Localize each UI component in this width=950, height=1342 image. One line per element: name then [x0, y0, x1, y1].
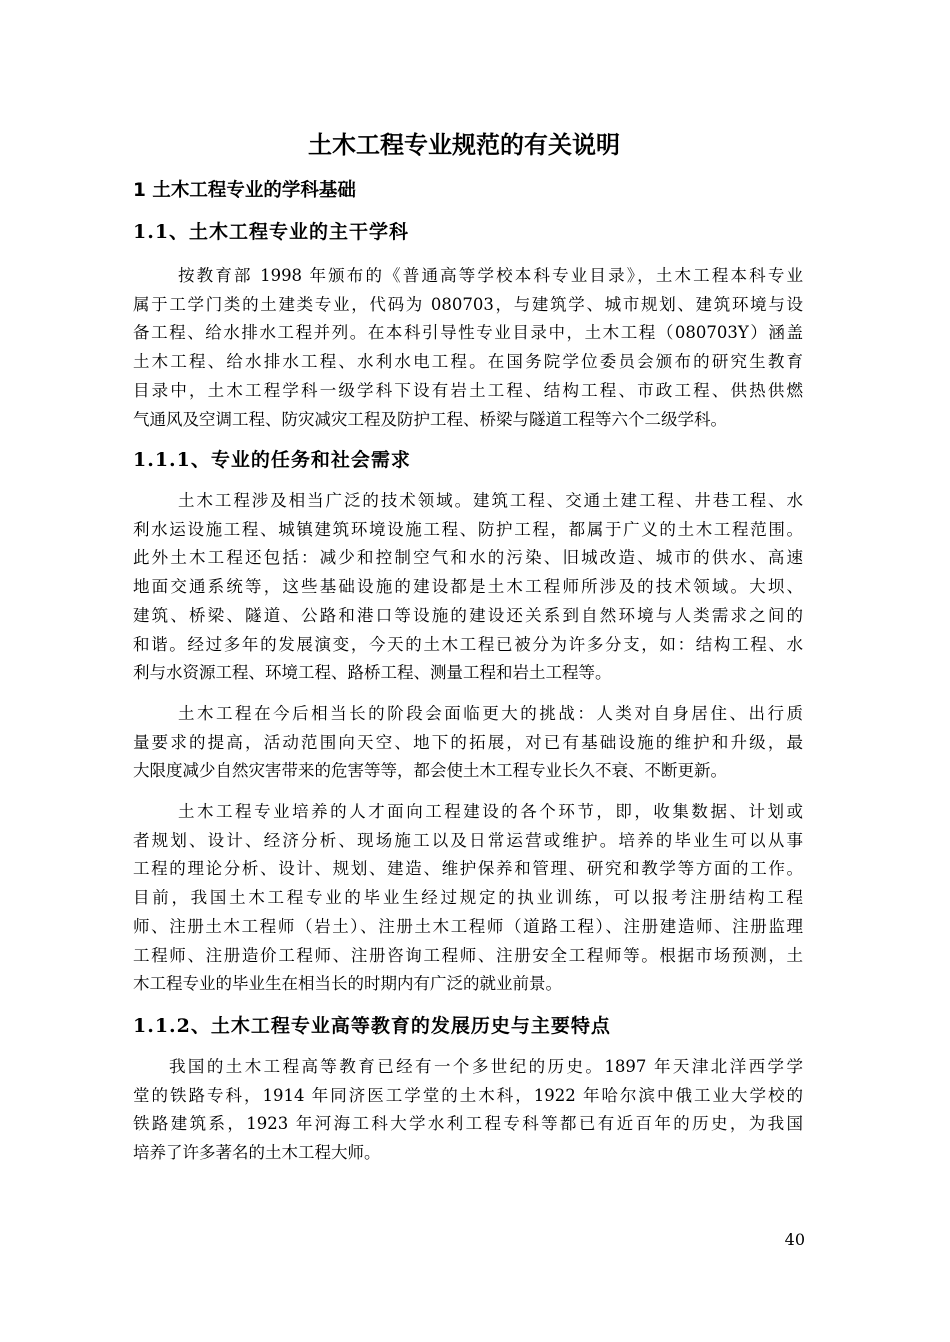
paragraph-line: 目前，我国土木工程专业的毕业生经过规定的执业训练，可以报考注册结构工程: [133, 888, 803, 908]
paragraph-line: 气通风及空调工程、防灾减灾工程及防护工程、桥梁与隧道工程等六个二级学科。: [133, 409, 727, 429]
paragraph-talent-training: [133, 798, 803, 999]
section-heading-1-1-1: 1.1.1、专业的任务和社会需求: [133, 449, 411, 471]
paragraph-line: 师、注册土木工程师（岩土）、注册土木工程师（道路工程）、注册建造师、注册监理: [133, 916, 803, 936]
paragraph-line: 按教育部 1998 年颁布的《普通高等学校本科专业目录》，土木工程本科专业: [178, 266, 803, 285]
paragraph-line: 工程师、注册造价工程师、注册咨询工程师、注册安全工程师等。根据市场预测，土: [133, 945, 803, 965]
paragraph-line: 培养了许多著名的土木工程大师。: [133, 1143, 381, 1163]
paragraph-technical-fields: [133, 487, 803, 688]
paragraph-line: 和谐。经过多年的发展演变，今天的土木工程已被分为许多分支，如：结构工程、水: [133, 634, 803, 654]
paragraph-line: 利与水资源工程、环境工程、路桥工程、测量工程和岩土工程等。: [133, 663, 612, 683]
paragraph-line: 铁路建筑系，1923 年河海工科大学水利工程专科等都已有近百年的历史，为我国: [133, 1114, 803, 1134]
paragraph-education-history: [133, 1053, 803, 1168]
paragraph-line: 地面交通系统等，这些基础设施的建设都是土木工程师所涉及的技术领域。大坝、: [133, 577, 803, 597]
paragraph-line: 利水运设施工程、城镇建筑环境设施工程、防护工程，都属于广义的土木工程范围。: [133, 519, 803, 539]
paragraph-line: 我国的土木工程高等教育已经有一个多世纪的历史。1897 年天津北洋西学学: [169, 1057, 803, 1076]
paragraph-line: 土木工程、给水排水工程、水利水电工程。在国务院学位委员会颁布的研究生教育: [133, 352, 803, 372]
page-number: 40: [784, 1230, 805, 1249]
paragraph-line: 量要求的提高，活动范围向天空、地下的拓展，对已有基础设施的维护和升级，最: [133, 732, 803, 752]
section-heading-1-1: 1.1、土木工程专业的主干学科: [133, 221, 410, 243]
paragraph-line: 堂的铁路专科，1914 年同济医工学堂的土木科，1922 年哈尔滨中俄工业大学校的: [133, 1085, 803, 1105]
paragraph-line: 木工程专业的毕业生在相当长的时期内有广泛的就业前景。: [133, 974, 562, 994]
document-title: 土木工程专业规范的有关说明: [308, 131, 620, 159]
paragraph-line: 土木工程在今后相当长的阶段会面临更大的挑战：人类对自身居住、出行质: [178, 704, 803, 723]
paragraph-line: 工程的理论分析、设计、规划、建造、维护保养和管理、研究和教学等方面的工作。: [133, 859, 803, 879]
paragraph-discipline-catalog: [133, 262, 803, 434]
paragraph-line: 属于工学门类的土建类专业，代码为 080703，与建筑学、城市规划、建筑环境与设: [133, 294, 803, 314]
paragraph-line: 备工程、给水排水工程并列。在本科引导性专业目录中，土木工程（080703Y）涵盖: [133, 323, 803, 343]
section-heading-1: 1 土木工程专业的学科基础: [133, 180, 356, 201]
section-heading-1-1-2: 1.1.2、土木工程专业高等教育的发展历史与主要特点: [133, 1015, 611, 1037]
paragraph-line: 者规划、设计、经济分析、现场施工以及日常运营或维护。培养的毕业生可以从事: [133, 830, 803, 850]
paragraph-line: 此外土木工程还包括：减少和控制空气和水的污染、旧城改造、城市的供水、高速: [133, 548, 803, 568]
paragraph-line: 土木工程涉及相当广泛的技术领域。建筑工程、交通土建工程、井巷工程、水: [178, 491, 803, 510]
paragraph-future-challenges: [133, 700, 803, 786]
paragraph-line: 目录中，土木工程学科一级学科下设有岩土工程、结构工程、市政工程、供热供燃: [133, 380, 803, 400]
paragraph-line: 大限度减少自然灾害带来的危害等等，都会使土木工程专业长久不衰、不断更新。: [133, 761, 727, 781]
paragraph-line: 土木工程专业培养的人才面向工程建设的各个环节，即，收集数据、计划或: [178, 802, 803, 821]
paragraph-line: 建筑、桥梁、隧道、公路和港口等设施的建设还关系到自然环境与人类需求之间的: [133, 605, 803, 625]
